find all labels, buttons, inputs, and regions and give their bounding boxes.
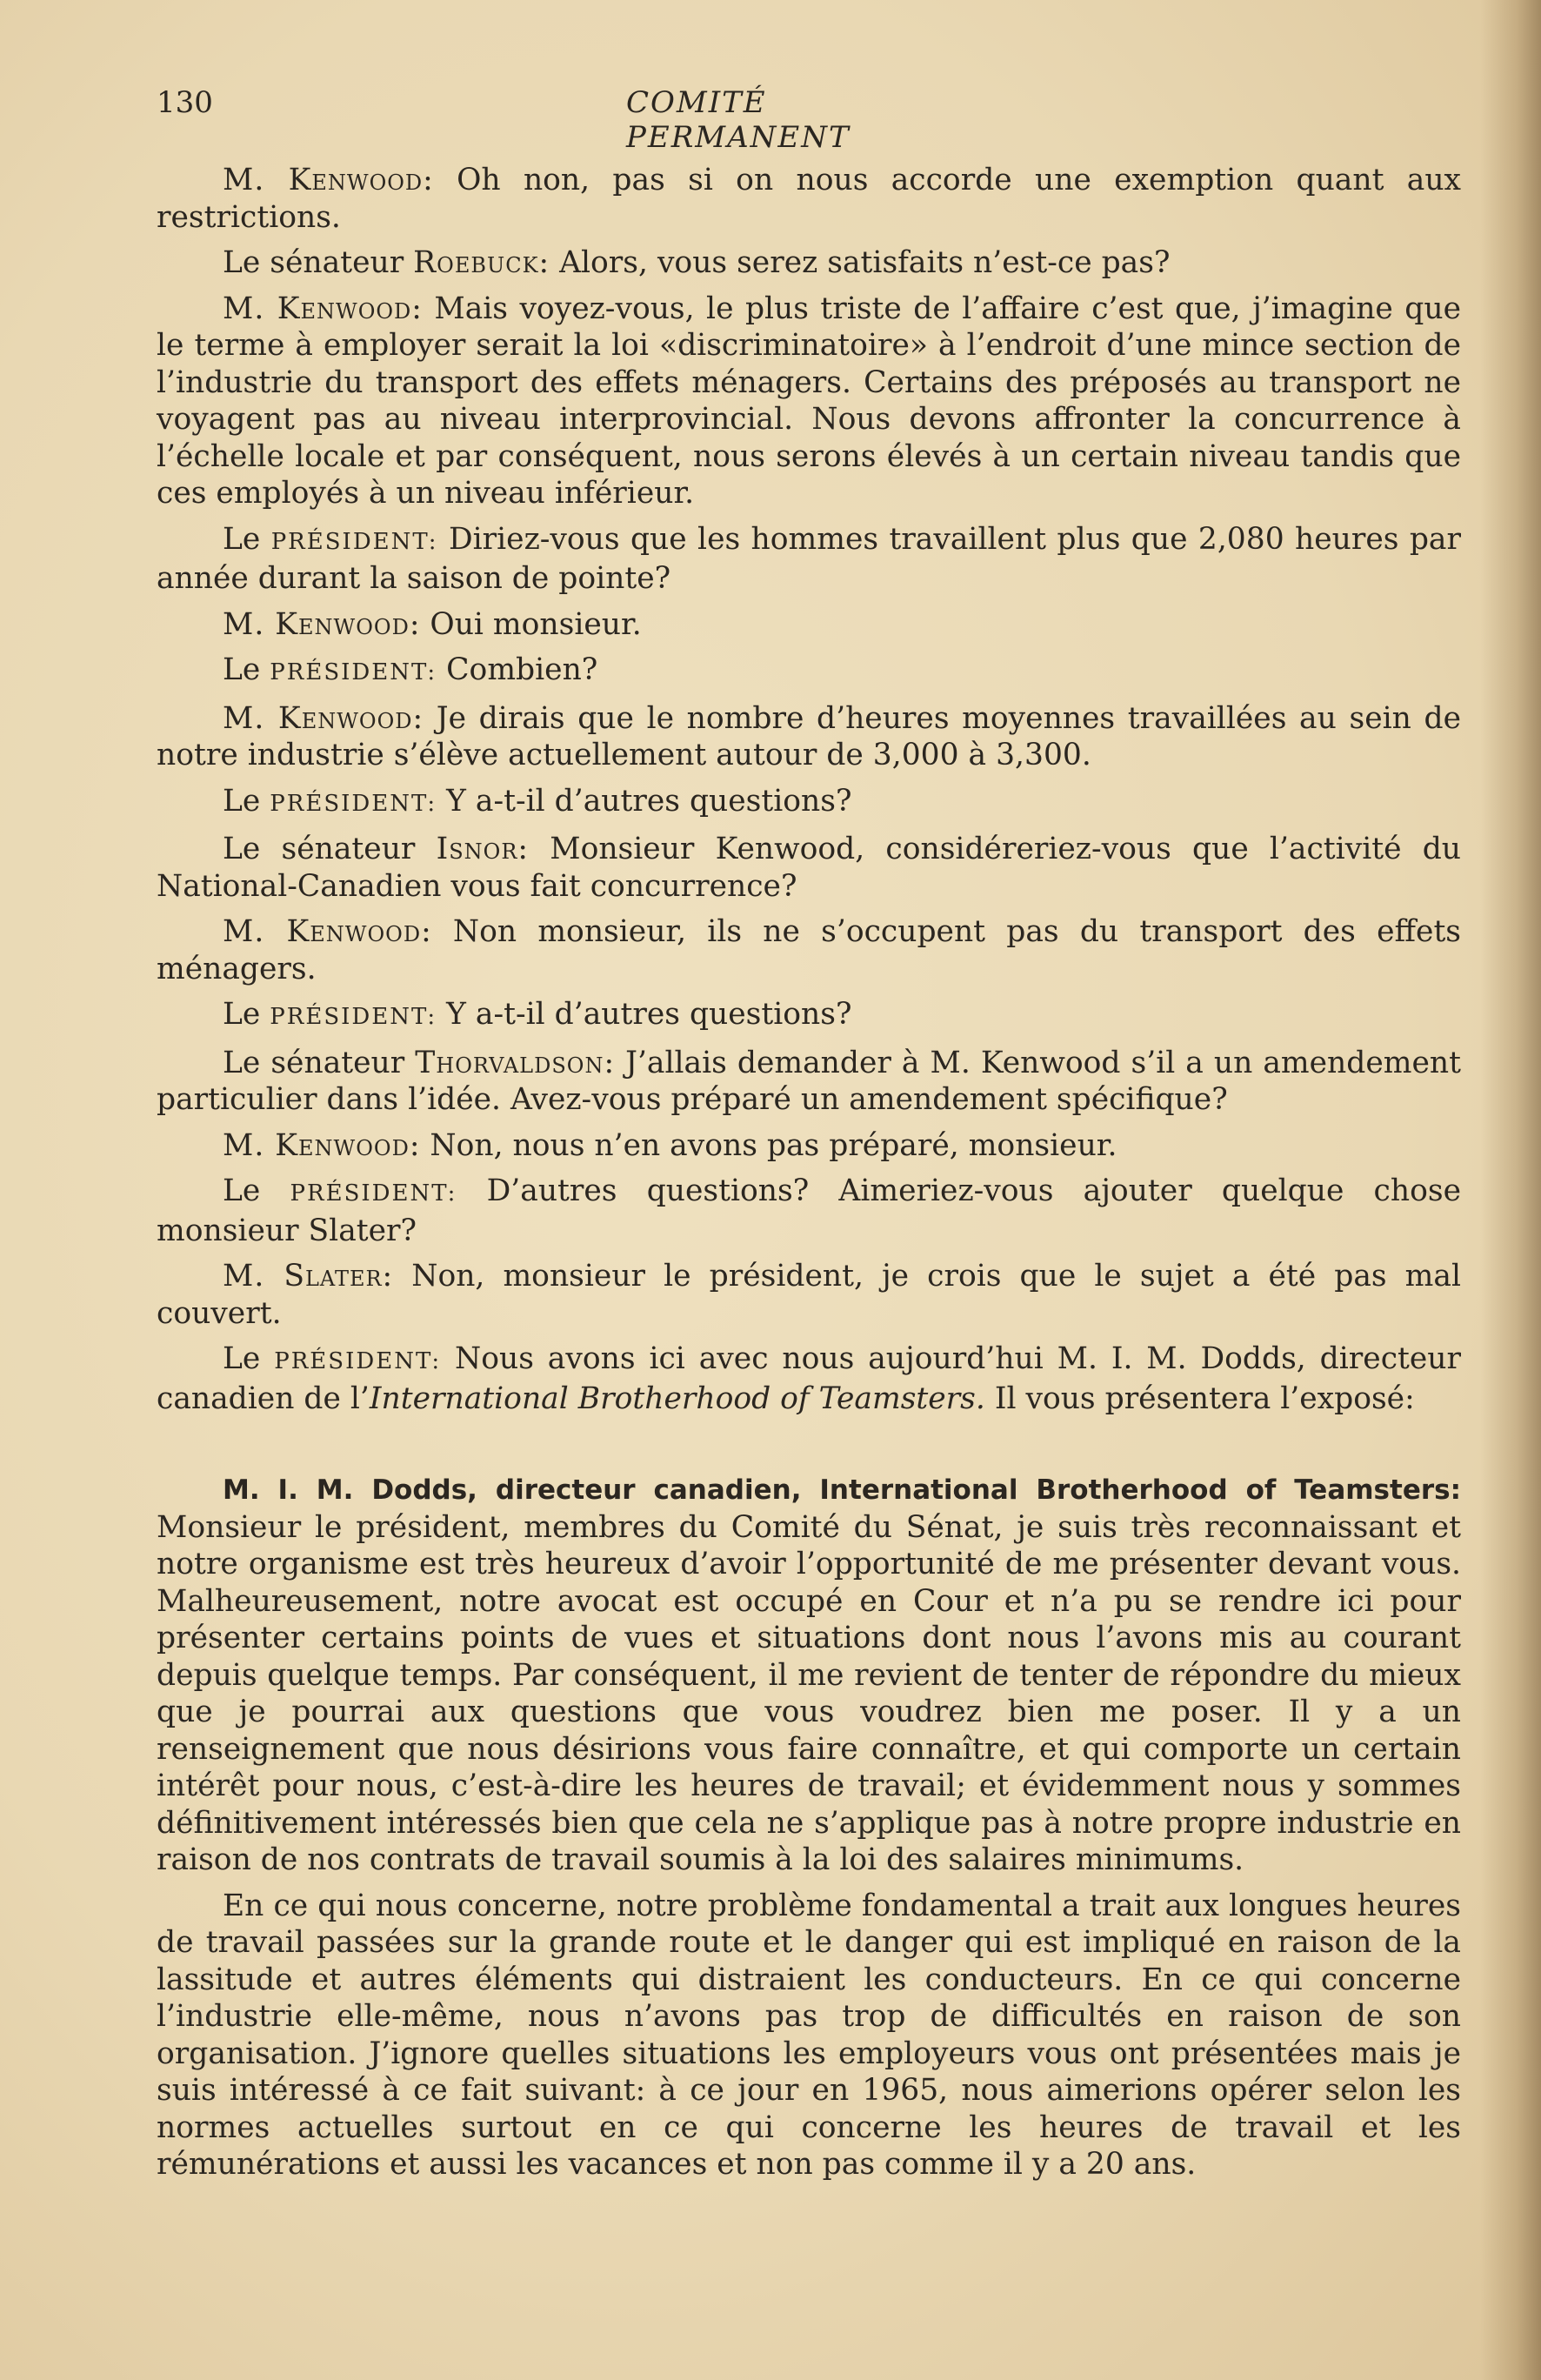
paragraph-text: Monsieur Kenwood, considéreriez-vous que l’activité du National-Canadien vous fait concurrence? <box>157 832 1461 904</box>
paragraph-text: Non monsieur, ils ne s’occupent pas du transport des effets ménagers. <box>157 914 1462 986</box>
paragraph-text: J’allais demander à M. Kenwood s’il a un amendement particulier dans l’idée. Avez-vous préparé un amendement spécifique? <box>157 1045 1461 1117</box>
paragraph-text: Oui monsieur. <box>420 606 642 642</box>
speaker-prefix: Le sénateur <box>223 832 437 866</box>
speaker-name: Roebuck: <box>413 245 550 280</box>
paragraph-text: En ce qui nous concerne, notre problème fondamental a trait aux longues heures de travail passées sur la grande route et le danger qui est impliqué en raison de la lassitude et autres éléments qui distraient les conducteurs. En ce qui concerne l’industrie elle-même, nous n’avons pas trop de difficultés en raison de son organisation. J’ignore quelles situations les employeurs vous ont présentées mais je suis intéressé à ce fait suivant: à ce jour en 1965, nous aimerions opérer selon les normes actuelles surtout en ce qui concerne les heures de travail et les rémunérations et aussi les vacances et non pas comme il y a 20 ans. <box>157 1888 1461 2182</box>
speaker-name: Isnor: <box>436 832 530 866</box>
paragraph <box>157 1258 1461 1332</box>
speaker-prefix: Le <box>223 1341 275 1376</box>
speaker-prefix: Le <box>223 783 270 819</box>
speaker-name: M. Kenwood: <box>223 914 432 949</box>
witness-heading: M. I. M. Dodds, directeur canadien, International Brotherhood of Teamsters: <box>223 1474 1461 1506</box>
paragraph-text: Non, monsieur le président, je crois que le sujet a été pas mal couvert. <box>157 1259 1461 1331</box>
organization-name: International Brotherhood of Teamsters. <box>369 1381 985 1416</box>
speaker-prefix: Le <box>223 652 270 687</box>
closing-paragraph <box>157 1888 1461 2183</box>
section-gap <box>157 1426 1461 1471</box>
speaker-prefix: Le <box>223 997 270 1032</box>
president-intro-paragraph <box>157 1340 1461 1417</box>
paragraph <box>157 652 1461 692</box>
speaker-name: PRÉSIDENT: <box>270 790 437 817</box>
speaker-prefix: Le sénateur <box>223 1045 416 1080</box>
speaker-prefix: Le <box>223 1173 290 1208</box>
speaker-name: PRÉSIDENT: <box>270 659 437 685</box>
paragraph <box>157 783 1461 823</box>
running-title: COMITÉ PERMANENT <box>626 85 851 155</box>
paragraph <box>157 606 1461 644</box>
paragraph-text: Non, nous n’en avons pas préparé, monsieur. <box>420 1127 1117 1163</box>
testimony-paragraph <box>157 1471 1461 1879</box>
speaker-name: M. Kenwood: <box>223 1127 421 1163</box>
paragraph <box>157 996 1461 1036</box>
paragraph-text: Y a-t-il d’autres questions? <box>437 997 852 1032</box>
paragraph <box>157 162 1461 236</box>
paragraph <box>157 1127 1461 1165</box>
page-spine-shadow <box>1480 0 1541 2380</box>
speaker-prefix: Le sénateur <box>223 245 414 280</box>
paragraph-text: Il vous présentera l’exposé: <box>984 1381 1415 1416</box>
speaker-prefix: Le <box>223 521 271 557</box>
paragraph <box>157 521 1461 598</box>
paragraph-text: Diriez-vous que les hommes travaillent plus que 2,080 heures par année durant la saison de pointe? <box>157 521 1461 596</box>
page-number: 130 <box>157 85 213 120</box>
speaker-name: M. Kenwood: <box>223 291 423 326</box>
paragraph <box>157 1173 1461 1249</box>
paragraph-text: Mais voyez-vous, le plus triste de l’affaire c’est que, j’imagine que le terme à employer serait la loi «discriminatoire» à l’endroit d’une mince section de l’industrie du transport des effets ménagers. Certains des préposés au transport ne voyagent pas au niveau interprovincial. Nous devons affronter la concurrence à l’échelle locale et par conséquent, nous serons élevés à un certain niveau tandis que ces employés à un niveau inférieur. <box>157 291 1461 511</box>
paragraph <box>157 1045 1461 1119</box>
page-header <box>157 85 1461 155</box>
speaker-name: PRÉSIDENT: <box>274 1348 442 1374</box>
paragraph-text: Oh non, pas si on nous accorde une exemption quant aux restrictions. <box>157 163 1462 235</box>
paragraph-text: Alors, vous serez satisfaits n’est-ce pas? <box>550 245 1171 280</box>
paragraph <box>157 244 1461 282</box>
speaker-name: Thorvaldson: <box>415 1045 616 1080</box>
paragraph <box>157 291 1461 512</box>
paragraph-text: Nous avons ici avec nous aujourd’hui M. I. M. Dodds, directeur canadien de l’ <box>157 1341 1462 1416</box>
speaker-name: PRÉSIDENT: <box>270 1004 437 1030</box>
paragraph-text: Je dirais que le nombre d’heures moyennes travaillées au sein de notre industrie s’élève actuellement autour de 3,000 à 3,300. <box>157 700 1462 772</box>
paragraph <box>157 831 1461 905</box>
paragraph <box>157 700 1461 774</box>
speaker-name: M. Slater: <box>223 1259 394 1294</box>
paragraph-text: Y a-t-il d’autres questions? <box>437 783 852 819</box>
speaker-name: PRÉSIDENT: <box>270 528 438 555</box>
paragraph-text: Monsieur le président, membres du Comité du Sénat, je suis très reconnaissant et notre organisme est très heureux d’avoir l’opportunité de me présenter devant vous. Malheureusement, notre avocat est occupé en Cour et n’a pu se rendre ici pour présenter certains points de vues et situations dont nous l’avons mis au courant depuis quelque temps. Par conséquent, il me revient de tenter de répondre du mieux que je pourrai aux questions que vous voudrez bien me poser. Il y a un renseignement que nous désirions vous faire connaître, et qui comporte un certain intérêt pour nous, c’est-à-dire les heures de travail; et évidemment nous y sommes définitivement intéressés bien que cela ne s’applique pas à notre propre industrie en raison de nos contrats de travail soumis à la loi des salaires minimums. <box>157 1509 1461 1877</box>
speaker-name: PRÉSIDENT: <box>290 1180 457 1207</box>
speaker-name: M. Kenwood: <box>223 606 421 642</box>
paragraph-text: D’autres questions? Aimeriez-vous ajouter quelque chose monsieur Slater? <box>157 1173 1461 1248</box>
paragraph <box>157 913 1461 987</box>
paragraph-text: Combien? <box>437 652 598 687</box>
speaker-name: M. Kenwood: <box>223 163 434 197</box>
speaker-name: M. Kenwood: <box>223 700 424 736</box>
page-body <box>157 162 1461 2192</box>
